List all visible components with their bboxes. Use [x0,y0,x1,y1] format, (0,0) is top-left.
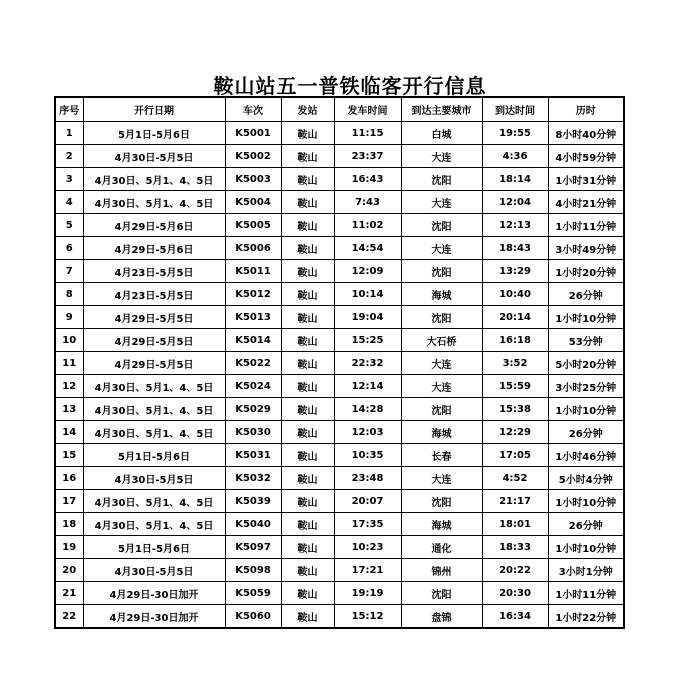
cell-duration: 5小时4分钟 [548,467,624,490]
cell-destination: 海城 [401,513,482,536]
cell-train: K5060 [225,605,281,629]
cell-train: K5039 [225,490,281,513]
table-row [55,490,624,513]
cell-duration: 8小时40分钟 [548,122,624,145]
table-row [55,260,624,283]
cell-dates: 4月30日-5月5日 [83,145,225,168]
cell-arrive: 20:14 [482,306,548,329]
cell-arrive: 12:29 [482,421,548,444]
col-header-origin: 发站 [281,97,334,122]
table-row [55,191,624,214]
cell-origin: 鞍山 [281,421,334,444]
cell-arrive: 18:43 [482,237,548,260]
cell-index: 3 [55,168,83,191]
cell-depart: 15:12 [334,605,401,629]
cell-train: K5059 [225,582,281,605]
cell-duration: 1小时10分钟 [548,306,624,329]
cell-origin: 鞍山 [281,513,334,536]
table-row [55,145,624,168]
cell-dates: 4月30日、5月1、4、5日 [83,191,225,214]
cell-arrive: 4:36 [482,145,548,168]
cell-index: 19 [55,536,83,559]
cell-train: K5030 [225,421,281,444]
cell-index: 18 [55,513,83,536]
cell-duration: 53分钟 [548,329,624,352]
cell-train: K5002 [225,145,281,168]
table-row [55,605,624,629]
cell-destination: 大连 [401,237,482,260]
cell-index: 2 [55,145,83,168]
cell-duration: 1小时20分钟 [548,260,624,283]
header-row [55,97,624,122]
cell-dates: 5月1日-5月6日 [83,122,225,145]
cell-origin: 鞍山 [281,122,334,145]
table-row [55,306,624,329]
cell-origin: 鞍山 [281,398,334,421]
cell-dates: 4月23日-5月5日 [83,260,225,283]
cell-index: 11 [55,352,83,375]
cell-origin: 鞍山 [281,467,334,490]
cell-duration: 5小时20分钟 [548,352,624,375]
cell-train: K5003 [225,168,281,191]
cell-depart: 10:23 [334,536,401,559]
cell-arrive: 12:13 [482,214,548,237]
table-row [55,237,624,260]
cell-origin: 鞍山 [281,214,334,237]
cell-index: 10 [55,329,83,352]
cell-index: 6 [55,237,83,260]
cell-destination: 沈阳 [401,260,482,283]
cell-destination: 沈阳 [401,490,482,513]
cell-arrive: 19:55 [482,122,548,145]
table-row [55,513,624,536]
cell-dates: 4月30日-5月5日 [83,467,225,490]
cell-destination: 沈阳 [401,168,482,191]
col-header-index: 序号 [55,97,83,122]
cell-depart: 11:15 [334,122,401,145]
cell-depart: 15:25 [334,329,401,352]
cell-origin: 鞍山 [281,352,334,375]
cell-dates: 4月30日、5月1、4、5日 [83,398,225,421]
cell-arrive: 15:38 [482,398,548,421]
cell-depart: 14:54 [334,237,401,260]
cell-dates: 4月30日、5月1、4、5日 [83,490,225,513]
cell-duration: 4小时21分钟 [548,191,624,214]
cell-origin: 鞍山 [281,559,334,582]
cell-origin: 鞍山 [281,168,334,191]
col-header-destination: 到达主要城市 [401,97,482,122]
cell-arrive: 18:33 [482,536,548,559]
cell-train: K5011 [225,260,281,283]
cell-index: 20 [55,559,83,582]
cell-train: K5001 [225,122,281,145]
cell-train: K5031 [225,444,281,467]
cell-index: 7 [55,260,83,283]
cell-duration: 3小时25分钟 [548,375,624,398]
cell-dates: 4月29日-5月5日 [83,352,225,375]
table-row [55,352,624,375]
table-row [55,559,624,582]
cell-depart: 19:04 [334,306,401,329]
col-header-arrive: 到达时间 [482,97,548,122]
col-header-depart: 发车时间 [334,97,401,122]
cell-destination: 通化 [401,536,482,559]
cell-duration: 26分钟 [548,421,624,444]
cell-arrive: 18:01 [482,513,548,536]
col-header-duration: 历时 [548,97,624,122]
cell-train: K5014 [225,329,281,352]
cell-arrive: 16:18 [482,329,548,352]
cell-dates: 4月29日-30日加开 [83,582,225,605]
cell-duration: 1小时46分钟 [548,444,624,467]
cell-index: 22 [55,605,83,629]
cell-index: 12 [55,375,83,398]
cell-arrive: 10:40 [482,283,548,306]
cell-dates: 4月29日-5月5日 [83,306,225,329]
cell-dates: 4月30日、5月1、4、5日 [83,375,225,398]
cell-arrive: 18:14 [482,168,548,191]
cell-depart: 10:35 [334,444,401,467]
cell-train: K5005 [225,214,281,237]
cell-dates: 4月29日-5月6日 [83,237,225,260]
cell-destination: 大连 [401,191,482,214]
table-row [55,283,624,306]
cell-depart: 19:19 [334,582,401,605]
cell-arrive: 4:52 [482,467,548,490]
table-row [55,168,624,191]
cell-depart: 23:48 [334,467,401,490]
cell-destination: 大连 [401,352,482,375]
cell-destination: 沈阳 [401,306,482,329]
cell-origin: 鞍山 [281,375,334,398]
cell-index: 21 [55,582,83,605]
cell-duration: 1小时11分钟 [548,214,624,237]
cell-depart: 20:07 [334,490,401,513]
cell-destination: 沈阳 [401,214,482,237]
cell-origin: 鞍山 [281,283,334,306]
cell-index: 8 [55,283,83,306]
cell-arrive: 20:30 [482,582,548,605]
cell-dates: 4月29日-5月6日 [83,214,225,237]
cell-train: K5004 [225,191,281,214]
cell-destination: 大石桥 [401,329,482,352]
table-row [55,375,624,398]
cell-dates: 4月30日、5月1、4、5日 [83,168,225,191]
cell-index: 17 [55,490,83,513]
cell-arrive: 12:04 [482,191,548,214]
cell-destination: 海城 [401,421,482,444]
cell-origin: 鞍山 [281,582,334,605]
cell-depart: 22:32 [334,352,401,375]
cell-duration: 1小时22分钟 [548,605,624,629]
cell-index: 5 [55,214,83,237]
cell-index: 14 [55,421,83,444]
cell-depart: 7:43 [334,191,401,214]
cell-origin: 鞍山 [281,145,334,168]
cell-index: 9 [55,306,83,329]
table-row [55,329,624,352]
cell-dates: 5月1日-5月6日 [83,536,225,559]
cell-train: K5012 [225,283,281,306]
cell-arrive: 3:52 [482,352,548,375]
cell-depart: 16:43 [334,168,401,191]
cell-duration: 1小时11分钟 [548,582,624,605]
cell-dates: 5月1日-5月6日 [83,444,225,467]
cell-train: K5022 [225,352,281,375]
cell-origin: 鞍山 [281,260,334,283]
cell-duration: 4小时59分钟 [548,145,624,168]
cell-destination: 锦州 [401,559,482,582]
cell-index: 16 [55,467,83,490]
page-title: 鞍山站五一普铁临客开行信息 [213,74,487,98]
cell-arrive: 15:59 [482,375,548,398]
cell-duration: 1小时31分钟 [548,168,624,191]
cell-depart: 11:02 [334,214,401,237]
cell-depart: 12:14 [334,375,401,398]
cell-destination: 长春 [401,444,482,467]
cell-origin: 鞍山 [281,306,334,329]
cell-origin: 鞍山 [281,329,334,352]
cell-dates: 4月30日-5月5日 [83,559,225,582]
cell-arrive: 16:34 [482,605,548,629]
cell-destination: 沈阳 [401,582,482,605]
table-row [55,421,624,444]
cell-duration: 1小时10分钟 [548,536,624,559]
cell-train: K5013 [225,306,281,329]
cell-train: K5040 [225,513,281,536]
cell-dates: 4月29日-30日加开 [83,605,225,629]
cell-duration: 3小时49分钟 [548,237,624,260]
cell-arrive: 21:17 [482,490,548,513]
schedule-table [54,96,625,629]
cell-destination: 海城 [401,283,482,306]
cell-origin: 鞍山 [281,490,334,513]
cell-dates: 4月30日、5月1、4、5日 [83,421,225,444]
cell-destination: 盘锦 [401,605,482,629]
cell-origin: 鞍山 [281,191,334,214]
cell-train: K5029 [225,398,281,421]
cell-train: K5097 [225,536,281,559]
cell-destination: 白城 [401,122,482,145]
cell-duration: 1小时10分钟 [548,398,624,421]
table-row [55,122,624,145]
cell-train: K5032 [225,467,281,490]
cell-train: K5006 [225,237,281,260]
cell-dates: 4月29日-5月5日 [83,329,225,352]
cell-arrive: 20:22 [482,559,548,582]
cell-duration: 3小时1分钟 [548,559,624,582]
cell-origin: 鞍山 [281,536,334,559]
cell-train: K5098 [225,559,281,582]
cell-duration: 26分钟 [548,283,624,306]
cell-origin: 鞍山 [281,237,334,260]
cell-depart: 12:03 [334,421,401,444]
cell-arrive: 17:05 [482,444,548,467]
cell-duration: 1小时10分钟 [548,490,624,513]
cell-depart: 17:21 [334,559,401,582]
cell-destination: 大连 [401,467,482,490]
cell-depart: 12:09 [334,260,401,283]
cell-duration: 26分钟 [548,513,624,536]
cell-depart: 14:28 [334,398,401,421]
cell-index: 1 [55,122,83,145]
cell-depart: 17:35 [334,513,401,536]
cell-index: 15 [55,444,83,467]
table-row [55,214,624,237]
cell-train: K5024 [225,375,281,398]
table-row [55,398,624,421]
cell-dates: 4月23日-5月5日 [83,283,225,306]
col-header-dates: 开行日期 [83,97,225,122]
col-header-train: 车次 [225,97,281,122]
cell-depart: 23:37 [334,145,401,168]
table-row [55,467,624,490]
cell-destination: 大连 [401,145,482,168]
cell-index: 4 [55,191,83,214]
cell-dates: 4月30日、5月1、4、5日 [83,513,225,536]
cell-depart: 10:14 [334,283,401,306]
cell-index: 13 [55,398,83,421]
table-row [55,582,624,605]
cell-destination: 大连 [401,375,482,398]
cell-origin: 鞍山 [281,605,334,629]
table-row [55,536,624,559]
table-row [55,444,624,467]
cell-origin: 鞍山 [281,444,334,467]
cell-destination: 沈阳 [401,398,482,421]
cell-arrive: 13:29 [482,260,548,283]
